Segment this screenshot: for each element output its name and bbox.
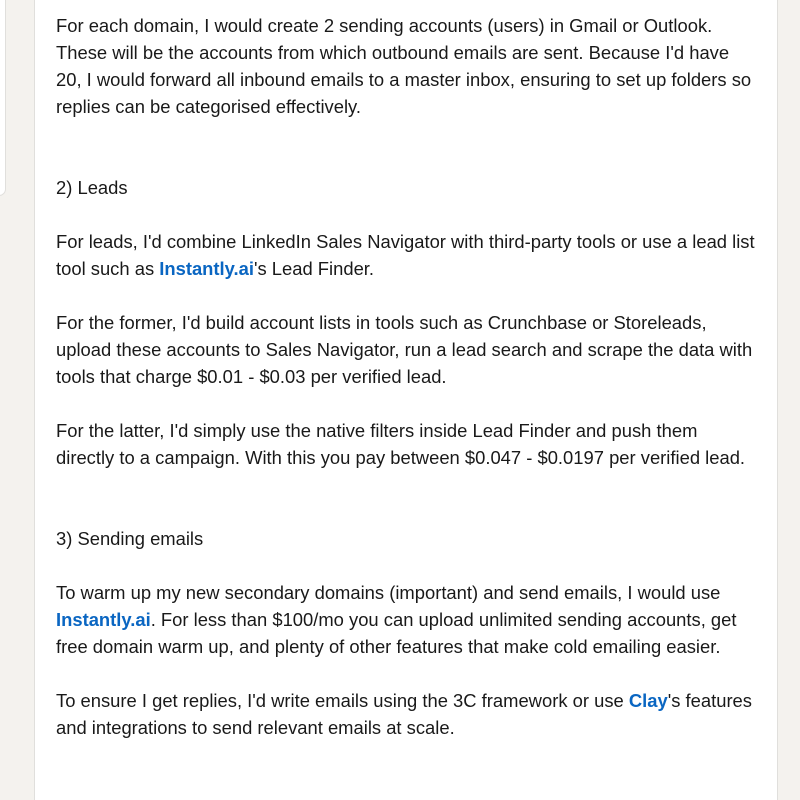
spacer <box>56 282 756 309</box>
replies-text: To ensure I get replies, I'd write emails using the 3C framework or use <box>56 690 629 711</box>
section-3-heading: 3) Sending emails <box>56 528 204 549</box>
spacer <box>56 120 756 174</box>
leads-intro-paragraph <box>56 228 756 282</box>
warmup-text: To warm up my new secondary domains (important) and send emails, I would use <box>56 582 721 603</box>
section-2-heading: 2) Leads <box>56 177 128 198</box>
instantly-link-2[interactable]: Instantly.ai <box>56 609 151 630</box>
clay-link[interactable]: Clay <box>628 690 668 711</box>
warmup-text-end: . For less than $100/mo you can upload unlimited sending accounts, get free domain warm up, and plenty of other features that make cold emailing easier. <box>56 609 737 657</box>
spacer <box>56 471 756 525</box>
latter-paragraph: For the latter, I'd simply use the native filters inside Lead Finder and push them directly to a campaign. With this you pay between $0.047 - $0.0197 per verified lead. <box>56 420 746 468</box>
replies-paragraph <box>56 687 756 741</box>
post-body <box>56 12 756 741</box>
leads-intro-text-end: 's Lead Finder. <box>253 258 375 279</box>
spacer <box>56 660 756 687</box>
left-sidebar-card-edge <box>0 0 6 196</box>
leads-intro-text: For leads, I'd combine LinkedIn Sales Navigator with third-party tools or use a lead list tool such as <box>56 231 755 279</box>
instantly-link[interactable]: Instantly.ai <box>159 258 254 279</box>
former-paragraph: For the former, I'd build account lists in tools such as Crunchbase or Storeleads, upload these accounts to Sales Navigator, run a lead search and scrape the data with tools that charge $0.01 - $0.03 per verified lead. <box>56 312 753 387</box>
spacer <box>56 390 756 417</box>
replies-text-end: 's features and integrations to send relevant emails at scale. <box>56 690 752 738</box>
accounts-paragraph: For each domain, I would create 2 sending accounts (users) in Gmail or Outlook. These will be the accounts from which outbound emails are sent. Because I'd have 20, I would forward all inbound emails to a master inbox, ensuring to set up folders so replies can be categorised effectively. <box>56 15 752 117</box>
spacer <box>56 201 756 228</box>
warmup-paragraph <box>56 579 756 660</box>
spacer <box>56 552 756 579</box>
